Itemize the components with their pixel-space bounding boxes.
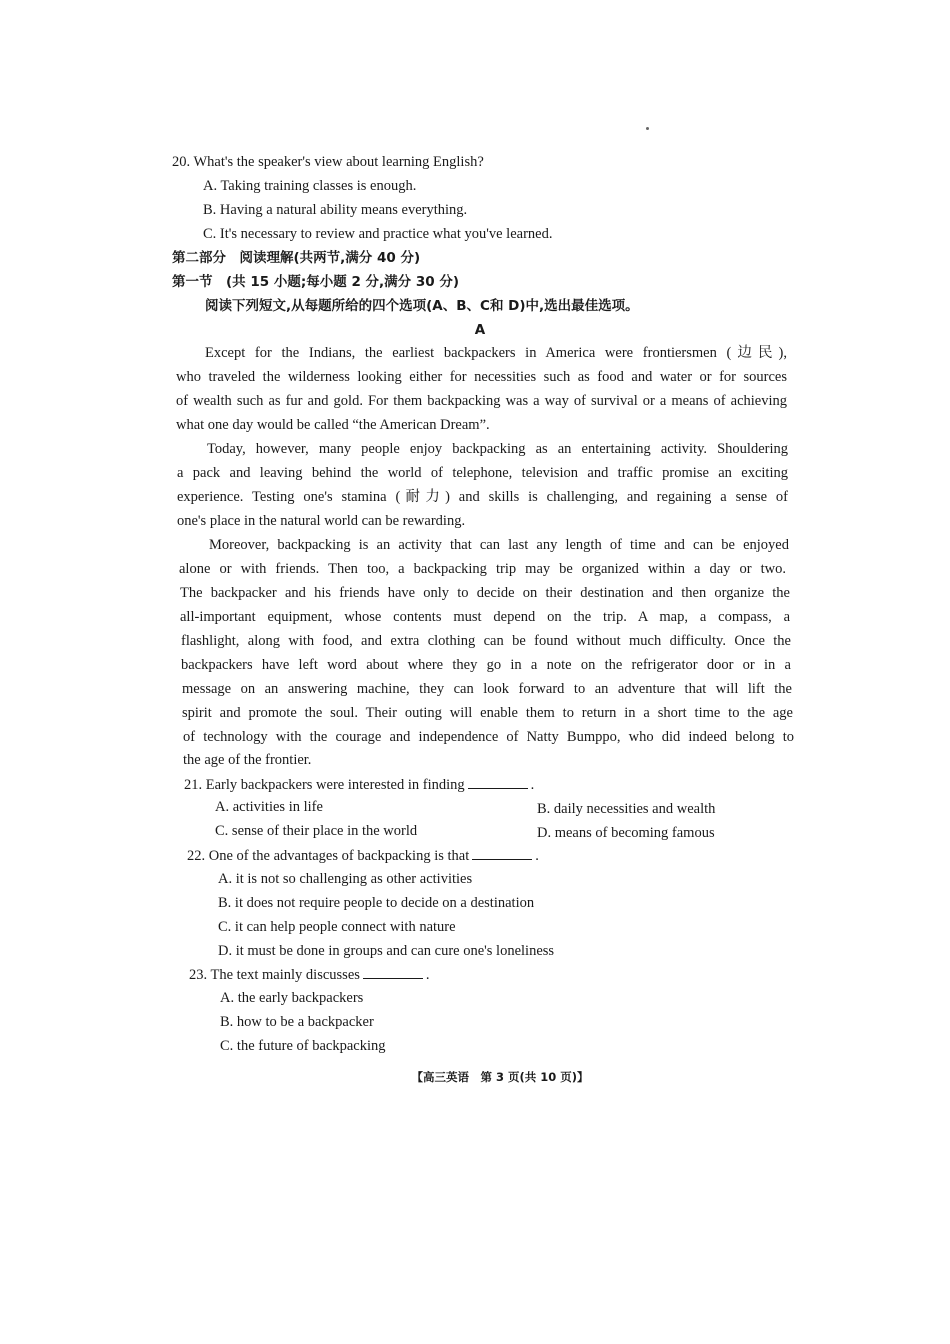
q21-stem-text: 21. Early backpackers were interested in finding [184,777,465,793]
q23-stem-text: 23. The text mainly discusses [189,967,360,983]
passage-line: what one day would be called “the American Dream”. [176,417,490,433]
passage-line: who traveled the wilderness looking either for necessities such as food and water or for sources [176,369,787,385]
q22-option-a: A. it is not so challenging as other activities [218,871,473,887]
q21-option-c: C. sense of their place in the world [215,823,418,839]
q23-option-b: B. how to be a backpacker [220,1014,374,1030]
passage-line: Today, however, many people enjoy backpacking as an entertaining activity. Shouldering [207,441,788,457]
passage-line: spirit and promote the soul. Their outing will enable them to return in a short time to the age [182,705,793,721]
part2-heading: 第二部分 阅读理解(共两节,满分 40 分) [172,250,421,266]
passage-line: all-important equipment, whose contents must depend on the trip. A map, a compass, a [180,609,790,625]
passage-line: flashlight, along with food, and extra clothing can be found without much difficulty. Once the [181,633,791,649]
answer-blank [468,775,528,789]
q22-stem-text: 22. One of the advantages of backpacking is that [187,848,470,864]
passage-line: experience. Testing one's stamina (耐力) and skills is challenging, and regaining a sense of [177,489,788,505]
q21-option-a: A. activities in life [215,799,323,815]
passage-line: one's place in the natural world can be rewarding. [177,513,466,529]
q20-option-c: C. It's necessary to review and practice what you've learned. [203,226,553,242]
answer-blank [363,965,423,979]
page-footer: 【高三英语 第 3 页(共 10 页)】 [411,1070,589,1084]
q22-stem [187,846,539,865]
answer-blank [472,846,532,860]
q21-stem [184,775,534,794]
passage-line: of technology with the courage and independence of Natty Bumppo, who did indeed belong to [183,729,794,745]
passage-line: Except for the Indians, the earliest backpackers in America were frontiersmen (边民), [205,345,787,361]
passage-line: alone or with friends. Then too, a backpacking trip may be organized within a day or two. [179,561,786,577]
passage-line: a pack and leaving behind the world of telephone, television and traffic promise an exciting [177,465,788,481]
q23-stem-end: . [425,967,430,983]
q21-stem-end: . [530,777,535,793]
q22-option-b: B. it does not require people to decide on a destination [218,895,535,911]
passage-line: of wealth such as fur and gold. For them backpacking was a way of survival or a means of achieving [176,393,787,409]
passage-line: Moreover, backpacking is an activity that can last any length of time and can be enjoyed [209,537,789,553]
q22-option-c: C. it can help people connect with nature [218,919,456,935]
q23-option-c: C. the future of backpacking [220,1038,386,1054]
scan-speck [646,127,649,130]
q22-stem-end: . [535,848,539,864]
q23-stem [189,965,430,984]
q21-option-b: B. daily necessities and wealth [537,801,716,817]
q20-stem: 20. What's the speaker's view about learning English? [172,154,484,170]
passage-title: A [474,322,486,338]
q22-option-d: D. it must be done in groups and can cure one's loneliness [218,943,555,959]
q23-option-a: A. the early backpackers [220,990,364,1006]
passage-line: backpackers have left word about where they go in a note on the refrigerator door or in a [181,657,791,673]
q20-option-a: A. Taking training classes is enough. [203,178,417,194]
passage-line: message on an answering machine, they can look forward to an adventure that will lift the [182,681,792,697]
section1-heading: 第一节 (共 15 小题;每小题 2 分,满分 30 分) [172,274,460,290]
q20-option-b: B. Having a natural ability means everything. [203,202,468,218]
passage-line: the age of the frontier. [183,752,312,768]
reading-instructions: 阅读下列短文,从每题所给的四个选项(A、B、C和 D)中,选出最佳选项。 [205,298,639,314]
q21-option-d: D. means of becoming famous [537,825,715,841]
passage-line: The backpacker and his friends have only to decide on their destination and then organize the [180,585,790,601]
